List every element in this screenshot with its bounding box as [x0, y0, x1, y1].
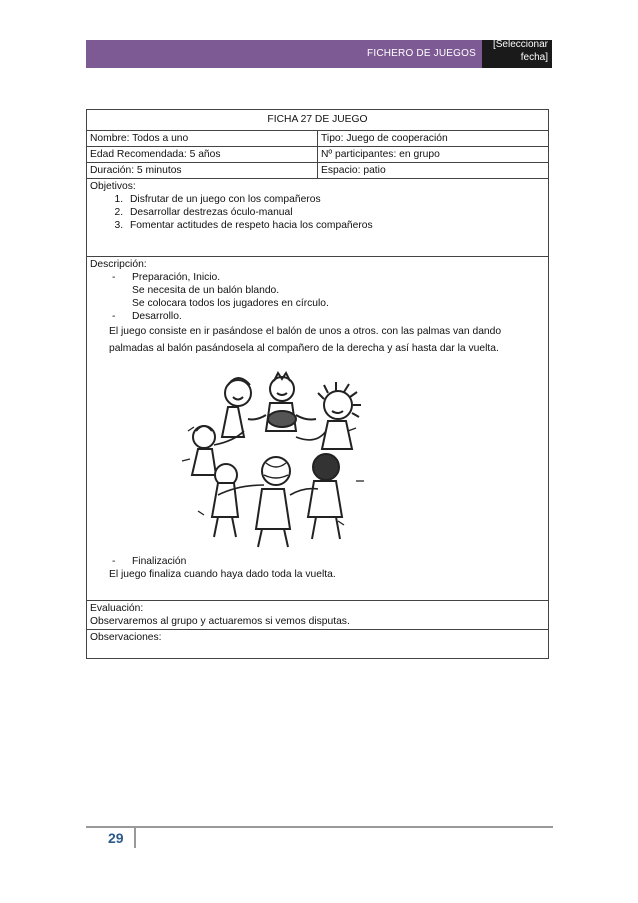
objetivos-list — [90, 193, 545, 232]
descripcion-label: Descripción: — [90, 259, 147, 270]
observaciones-cell — [87, 630, 549, 659]
step-preparacion — [112, 271, 545, 284]
dash-bullet: - — [112, 556, 116, 567]
dash-bullet: - — [112, 311, 116, 322]
objetivos-label: Objetivos: — [90, 181, 136, 192]
step-desarrollo — [112, 310, 545, 323]
evaluacion-text: Observaremos al grupo y actuaremos si vemos disputas. — [90, 616, 350, 627]
field-nombre: Nombre: Todos a uno — [87, 131, 318, 147]
objetivo-item: 2. Desarrollar destrezas óculo-manual — [126, 206, 545, 219]
field-tipo: Tipo: Juego de cooperación — [318, 131, 549, 147]
dash-bullet: - — [112, 272, 116, 283]
children-circle-illustration — [178, 371, 378, 551]
finalizacion-text: El juego finaliza cuando haya dado toda la vuelta. — [109, 569, 336, 580]
objetivos-cell — [87, 179, 549, 257]
footer-rule — [86, 826, 553, 828]
evaluacion-label: Evaluación: — [90, 603, 144, 614]
header-date-field[interactable]: [Seleccionar fecha] — [492, 39, 548, 63]
evaluacion-cell — [87, 601, 549, 630]
field-edad: Edad Recomendada: 5 años — [87, 147, 318, 163]
header-title: FICHERO DE JUEGOS — [367, 48, 476, 59]
footer-divider — [134, 826, 136, 848]
game-card-table — [86, 109, 549, 659]
desarrollo-text: El juego consiste en ir pasándose el balón de unos a otros. con las palmas van dando palmadas al balón pasándosela al compañero de la derecha y así hasta dar la vuelta. — [109, 326, 502, 354]
card-heading: FICHA 27 DE JUEGO — [87, 110, 549, 131]
prep-line: Se necesita de un balón blando. — [132, 285, 280, 296]
page-number: 29 — [108, 830, 124, 846]
step-finalizacion — [112, 555, 545, 568]
objetivo-item: 1. Disfrutar de un juego con los compañeros — [126, 193, 545, 206]
step-title: Desarrollo. — [132, 311, 182, 322]
descripcion-cell — [87, 257, 549, 601]
field-duracion: Duración: 5 minutos — [87, 163, 318, 179]
prep-line: Se colocara todos los jugadores en círculo. — [132, 298, 329, 309]
field-participantes: Nº participantes: en grupo — [318, 147, 549, 163]
objetivo-item: 3. Fomentar actitudes de respeto hacia los compañeros — [126, 219, 545, 232]
observaciones-label: Observaciones: — [90, 632, 162, 643]
step-title: Preparación, Inicio. — [132, 272, 221, 283]
field-espacio: Espacio: patio — [318, 163, 549, 179]
step-title: Finalización — [132, 556, 187, 567]
